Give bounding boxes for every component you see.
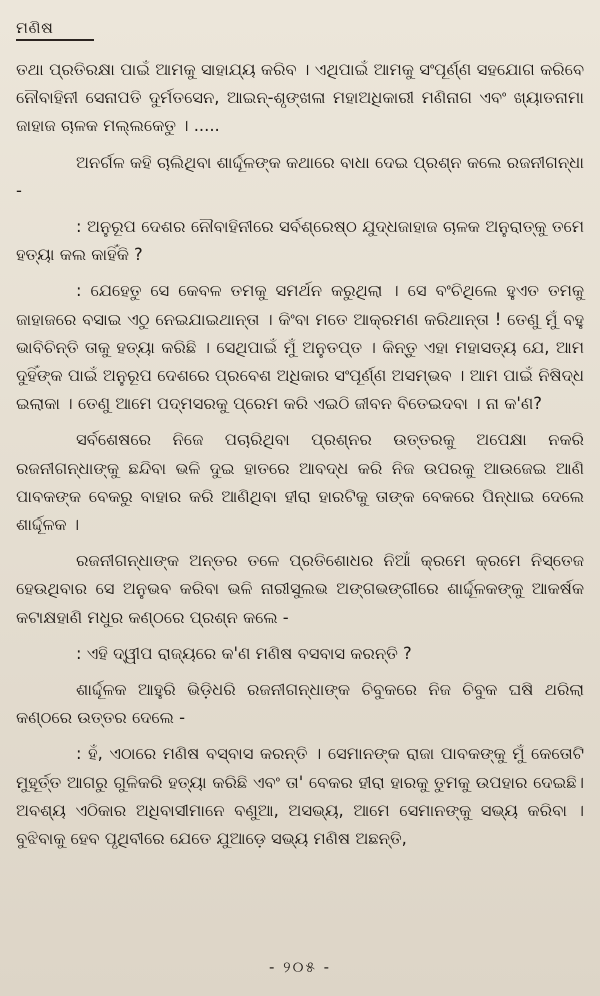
dialog-paragraph-3: : ଅନୁରୂପ ଦେଶର ନୌବାହିନୀରେ ସର୍ବଶ୍ରେଷ୍ଠ ଯୁଦ୍ଧଜାହାଜ ଚାଳକ ଅନୁରାତ୍‌କୁ ତମେ ହତ୍ୟା କଲ କାହିଁକି ? — [16, 217, 590, 265]
page-body — [16, 56, 590, 861]
paragraph-5: ସର୍ବଶେଷରେ ନିଜେ ପଚାରିଥିବା ପ୍ରଶ୍ନର ଉତ୍ତରକୁ ଅପେକ୍ଷା ନକରି ରଜନୀଗନ୍ଧାଙ୍କୁ ଛନ୍ଦିବା ଭଳି ଦୁଇ ହାତରେ ଆବଦ୍ଧ କରି ନିଜ ଉପରକୁ ଆଉଜେଇ ଆଣି ପାବକଙ୍କ ବେକରୁ ବାହାର କରି ଆଣିଥିବା ହୀରା ହାରଟିକୁ ତାଙ୍କ ବେକରେ ପିନ୍ଧାଇ ଦେଲେ ଶାର୍ଦ୍ଦୂଳକ । — [16, 430, 590, 535]
running-header — [16, 18, 88, 41]
running-title: ମଣିଷ — [16, 18, 54, 37]
dialog-paragraph-7: : ଏହି ଦ୍ୱୀପ ରାଜ୍ୟରେ କ'ଣ ମଣିଷ ବସବାସ କରନ୍ତି ? — [76, 643, 412, 663]
paragraph-6: ରଜନୀଗନ୍ଧାଙ୍କ ଅନ୍ତର ତଳେ ପ୍ରତିଶୋଧର ନିଆଁ କ୍ରମେ କ୍ରମେ ନିସ୍ତେଜ ହେଉଥିବାର ସେ ଅନୁଭବ କରିବା ଭଳି ନାରୀସୁଲଭ ଅଙ୍ଗଭଙ୍ଗୀରେ ଶାର୍ଦ୍ଦୂଳକଙ୍କୁ ଆକର୍ଷକ କଟାକ୍ଷହାଣି ମଧୁର କଣ୍ଠରେ ପ୍ରଶ୍ନ କଲେ - — [16, 551, 590, 627]
header-rule — [16, 39, 94, 41]
paragraph-8: ଶାର୍ଦ୍ଦୂଳକ ଆହୁରି ଭିଡ଼ିଧରି ରଜନୀଗନ୍ଧାଙ୍କ ଚିବୁକରେ ନିଜ ଚିବୁକ ଘଷି ଥରିଲା କଣ୍ଠରେ ଉତ୍ତର ଦେଲେ - — [16, 680, 590, 728]
paragraph-1: ତଥା ପ୍ରତିରକ୍ଷା ପାଇଁ ଆମକୁ ସାହାଯ୍ୟ କରିବ । ଏଥିପାଇଁ ଆମକୁ ସଂପୂର୍ଣ୍ଣ ସହଯୋଗ କରିବେ ନୌବାହିନୀ ସେନାପତି ଦୁର୍ମତସେନ, ଆଇନ୍-ଶୃଙ୍ଖଳା ମହାଅଧିକାରୀ ମଣିନାଗ ଏବଂ ଖ୍ୟାତନାମା ଜାହାଜ ଚାଳକ ମଲ୍ଲକେତୁ । ..... — [16, 60, 590, 136]
dialog-paragraph-9: : ହଁ, ଏଠାରେ ମଣିଷ ବସ୍‌ବାସ କରନ୍ତି । ସେମାନଙ୍କ ରାଜା ପାବକଙ୍କୁ ମୁଁ କେତୋଟି ମୁହୂର୍ତ୍ତ ଆଗରୁ ଗୁଳିକରି ହତ୍ୟା କରିଛି ଏବଂ ତା' ବେକର ହୀରା ହାରକୁ ତୁମକୁ ଉପହାର ଦେଇଛି। ଅବଶ୍ୟ ଏଠିକାର ଅଧିବାସୀମାନେ ବଣୁଆ, ଅସଭ୍ୟ, ଆମେ ସେମାନଙ୍କୁ ସଭ୍ୟ କରିବା । ବୁଝିବାକୁ ହେବ ପୃଥିବୀରେ ଯେତେ ଯୁଆଡ଼େ ସଭ୍ୟ ମଣିଷ ଅଛନ୍ତି, — [16, 744, 590, 849]
paragraph-2: ଅନର୍ଗଳ କହି ଚାଲିଥିବା ଶାର୍ଦ୍ଦୂଳଙ୍କ କଥାରେ ବାଧା ଦେଇ ପ୍ରଶ୍ନ କଲେ ରଜନୀଗନ୍ଧା - — [16, 152, 590, 200]
dialog-paragraph-4: : ଯେହେତୁ ସେ କେବଳ ତମକୁ ସମର୍ଥନ କରୁଥିଲା । ସେ ବଂଚିଥିଲେ ହୁଏତ ତମକୁ ଜାହାଜରେ ବସାଇ ଏଠୁ ନେଇଯାଇଥାନ୍ତା । କିଂବା ମତେ ଆକ୍ରମଣ କରିଥାନ୍ତା ! ତେଣୁ ମୁଁ ବହୁ ଭାବିଚିନ୍ତି ତାକୁ ହତ୍ୟା କରିଛି । ସେଥିପାଇଁ ମୁଁ ଅନୁତପ୍ତ । କିନ୍ତୁ ଏହା ମହାସତ୍ୟ ଯେ, ଆମ ଦୁହିଁଙ୍କ ପାଇଁ ଅନୁରୂପ ଦେଶରେ ପ୍ରବେଶ ଅଧିକାର ସଂପୂର୍ଣ୍ଣ ଅସମ୍ଭବ । ଆମ ପାଇଁ ନିଷିଦ୍ଧ ଇଲାକା । ତେଣୁ ଆମେ ପଦ୍ମସରକୁ ପ୍ରେମ କରି ଏଇଠି ଜୀବନ ବିତେଇଦବା । ନା କ'ଣ? — [16, 281, 590, 414]
page-number: - ୨୦୫ - — [268, 958, 332, 976]
